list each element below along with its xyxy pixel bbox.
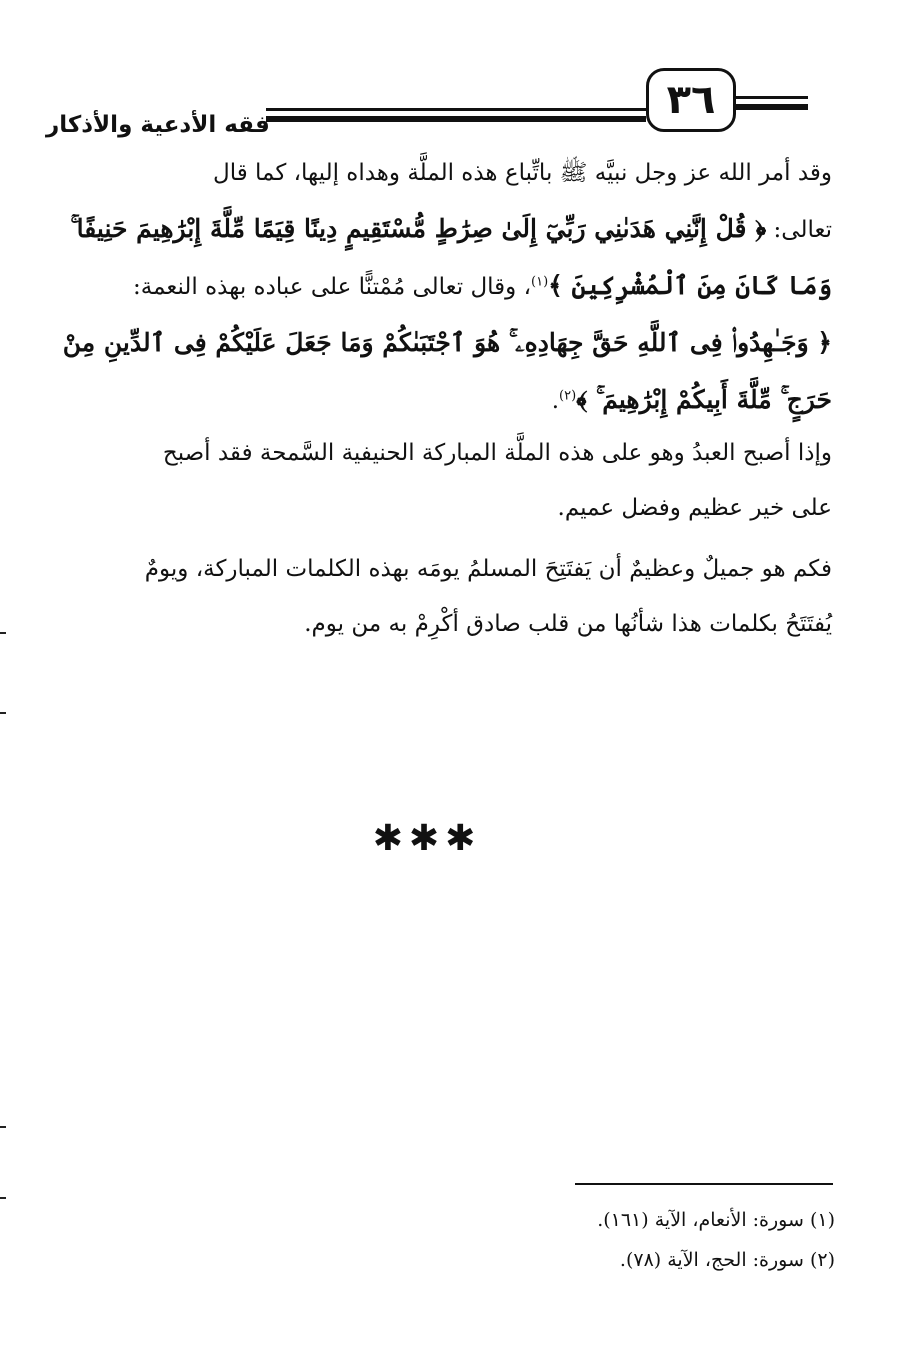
footnote-2: (٢) سورة: الحج، الآية (٧٨). xyxy=(619,1249,835,1271)
para1-line-5-end: . xyxy=(551,388,560,414)
section-separator: ✱✱✱ xyxy=(372,818,482,859)
quran-verse-2b: حَرَجٍ ۚ مِّلَّةَ أَبِيكُمْ إِبْرَٰهِيمَ ۚ ﴾ xyxy=(576,385,832,414)
scan-mark xyxy=(0,1126,6,1128)
footnote-ref-1: (١) xyxy=(531,274,549,290)
quran-verse-2a: ﴿ وَجَـٰهِدُوا۟ فِى ٱللَّهِ حَقَّ جِهَادِهِۦ ۚ هُوَ ٱجْتَبَىٰكُمْ وَمَا جَعَلَ عَلَيْكُمْ فِى ٱلدِّينِ مِنْ xyxy=(62,328,832,357)
book-title: فقه الأدعية والأذكار xyxy=(46,112,270,138)
para1-line-5 xyxy=(48,372,832,429)
header-rule-left-bottom xyxy=(266,116,646,122)
header-rule-right-bottom xyxy=(736,104,808,110)
para1-line-3 xyxy=(48,258,832,315)
footnotes xyxy=(480,1200,835,1280)
footnote-rule xyxy=(575,1183,833,1185)
paragraph-1 xyxy=(48,146,832,429)
para1-line-1: وقد أمر الله عز وجل نبيَّه ﷺ باتِّباع هذه الملَّة وهداه إليها، كما قال xyxy=(213,160,832,186)
para1-line-3-rest: ، وقال تعالى مُمْتنًّا على عباده بهذه النعمة: xyxy=(132,274,532,300)
page-header xyxy=(28,68,818,138)
para1-line-2 xyxy=(48,201,832,258)
para1-line-2-prefix: تعالى: xyxy=(766,217,832,243)
para2-line-1: وإذا أصبح العبدُ وهو على هذه الملَّة المباركة الحنيفية السَّمحة فقد أصبح xyxy=(162,440,832,466)
header-rule-left-top xyxy=(266,108,646,111)
scan-mark xyxy=(0,1197,6,1199)
para3-line-1: فكم هو جميلٌ وعظيمٌ أن يَفتَتِحَ المسلمُ يومَه بهذه الكلمات المباركة، ويومٌ xyxy=(144,556,832,582)
paragraph-3 xyxy=(48,542,832,652)
quran-verse-1b: وَمَا كَانَ مِنَ ٱلْمُشْرِكِينَ ﴾ xyxy=(548,271,832,300)
quran-verse-1a: ﴿ قُلْ إِنَّنِي هَدَىٰنِي رَبِّيٓ إِلَىٰ صِرَٰطٍ مُّسْتَقِيمٍ دِينًا قِيَمًا مِّلَّةَ إِبْرَٰهِيمَ حَنِيفًا ۚ xyxy=(70,214,767,243)
para3-line-2: يُفتَتَحُ بكلمات هذا شأنُها من قلب صادق أكْرِمْ به من يوم. xyxy=(304,611,832,637)
para2-line-2: على خير عظيم وفضل عميم. xyxy=(557,495,832,521)
scan-mark xyxy=(0,712,6,714)
page-number: ٣٦ xyxy=(646,68,736,132)
paragraph-2 xyxy=(48,426,832,536)
para1-line-4 xyxy=(48,315,832,372)
footnote-1: (١) سورة: الأنعام، الآية (١٦١). xyxy=(597,1209,835,1231)
footnote-ref-2: (٢) xyxy=(559,388,577,404)
scan-mark xyxy=(0,632,6,634)
header-rule-right-top xyxy=(736,96,808,99)
